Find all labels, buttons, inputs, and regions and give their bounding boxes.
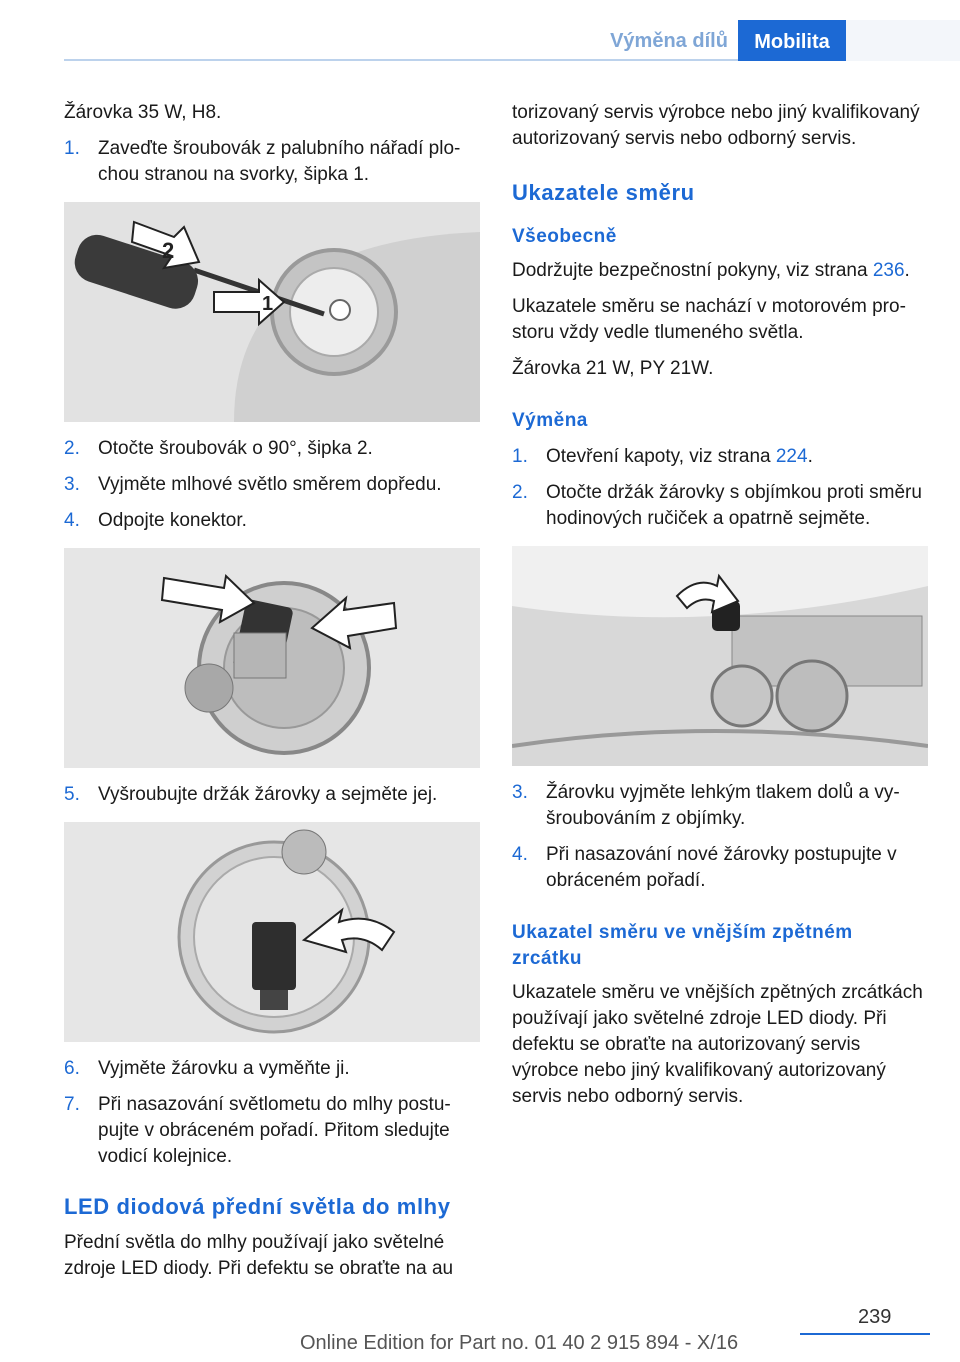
- step-number: 4.: [64, 510, 80, 531]
- right-column: [512, 100, 928, 1110]
- bulb-holder-illustration: [64, 822, 480, 1042]
- figure-bulb-holder: [64, 822, 480, 1042]
- page-link-224[interactable]: 224: [775, 446, 808, 467]
- step-number: 1.: [512, 446, 528, 467]
- header-tab-tail: [846, 20, 960, 61]
- mirror-indicator-text: Ukazatele směru ve vnějších zpětných zrcátkách používají jako světelné zdroje LED diody. Při defektu se obraťte na autorizovaný servis výrobce nebo jiný kvalifikovaný autorizovaný servis nebo odborný servis.: [512, 982, 923, 1107]
- step-text: Zaveďte šroubovák z palubního nářadí plochou stranou na svorky, šipka 1.: [98, 138, 461, 185]
- indicator-location: Ukazatele směru se nachází v motorovém prostoru vždy vedle tlumeného světla.: [512, 296, 906, 343]
- safety-note: Dodržujte bezpečnostní pokyny, viz strana 236.: [512, 260, 910, 281]
- section-heading-indicators: Ukazatele směru: [512, 180, 695, 205]
- step-number: 7.: [64, 1094, 80, 1115]
- page-link-236[interactable]: 236: [872, 260, 905, 281]
- edition-footer: Online Edition for Part no. 01 40 2 915 894 - X/16: [300, 1332, 739, 1354]
- subheading-general: Všeobecně: [512, 226, 617, 247]
- step-list: [64, 436, 480, 534]
- step-item: [512, 842, 928, 894]
- step-number: 5.: [64, 784, 80, 805]
- step-text: Vyšroubujte držák žárovky a sejměte jej.: [98, 784, 438, 805]
- indicator-bulb-spec: Žárovka 21 W, PY 21W.: [512, 358, 714, 379]
- step-item: [512, 780, 928, 832]
- footer-rule: [800, 1333, 930, 1335]
- arrow-label-1: 1: [262, 293, 274, 315]
- continued-text: torizovaný servis výrobce nebo jiný kvalifikovaný autorizovaný servis nebo odborný servis.: [512, 102, 920, 149]
- section-heading-led-fog: LED diodová přední světla do mlhy: [64, 1194, 451, 1219]
- subheading-mirror-indicator: Ukazatel směru ve vnějším zpětném zrcátku: [512, 922, 853, 969]
- arrow-label-2: 2: [162, 238, 175, 263]
- step-text: Při nasazování nové žárovky postupujte v obráceném pořadí.: [546, 844, 897, 891]
- led-fog-text: Přední světla do mlhy používají jako světelné zdroje LED diody. Při defektu se obraťte na au: [64, 1232, 454, 1279]
- step-number: 2.: [64, 438, 80, 459]
- step-number: 2.: [512, 482, 528, 503]
- figure-screwdriver: [64, 202, 480, 422]
- figure-connector: [64, 548, 480, 768]
- left-column: [64, 100, 480, 1282]
- header-chapter-tab: Mobilita: [738, 20, 846, 61]
- step-item: [512, 480, 928, 532]
- bulb-spec: Žárovka 35 W, H8.: [64, 102, 222, 123]
- step-text: Otočte držák žárovky s objímkou proti směru hodinových ručiček a opatrně sejměte.: [546, 482, 922, 529]
- step-text: Otočte šroubovák o 90°, šipka 2.: [98, 438, 373, 459]
- step-item: [64, 436, 480, 462]
- step-list: [64, 1056, 480, 1170]
- step-text: Vyjměte mlhové světlo směrem dopředu.: [98, 474, 442, 495]
- step-item: [64, 472, 480, 498]
- step-number: 1.: [64, 138, 80, 159]
- subheading-replace: Výměna: [512, 410, 588, 431]
- step-number: 4.: [512, 844, 528, 865]
- step-number: 3.: [64, 474, 80, 495]
- step-list: [64, 782, 480, 808]
- step-number: 3.: [512, 782, 528, 803]
- step-text: Při nasazování světlometu do mlhy postupujte v obráceném pořadí. Přitom sledujte vodicí kolejnice.: [98, 1094, 451, 1167]
- connector-illustration: [64, 548, 480, 768]
- step-item: [64, 782, 480, 808]
- step-text: Vyjměte žárovku a vyměňte ji.: [98, 1058, 350, 1079]
- step-text: Žárovku vyjměte lehkým tlakem dolů a vyšroubováním z objímky.: [546, 782, 900, 829]
- step-item: [64, 508, 480, 534]
- screwdriver-illustration: [64, 202, 480, 422]
- step-item: [64, 136, 480, 188]
- figure-engine-bay: [512, 546, 928, 766]
- step-item: [64, 1092, 480, 1170]
- header-section-title: Výměna dílů: [610, 30, 728, 52]
- page-number: 239: [858, 1306, 892, 1328]
- step-list: [512, 780, 928, 894]
- step-text: Odpojte konektor.: [98, 510, 247, 531]
- step-text: Otevření kapoty, viz strana 224.: [546, 446, 813, 467]
- step-item: [64, 1056, 480, 1082]
- step-list: [512, 480, 928, 532]
- engine-bay-illustration: [512, 546, 928, 766]
- step-list: [64, 136, 480, 188]
- step-number: 6.: [64, 1058, 80, 1079]
- step-item: [512, 444, 928, 470]
